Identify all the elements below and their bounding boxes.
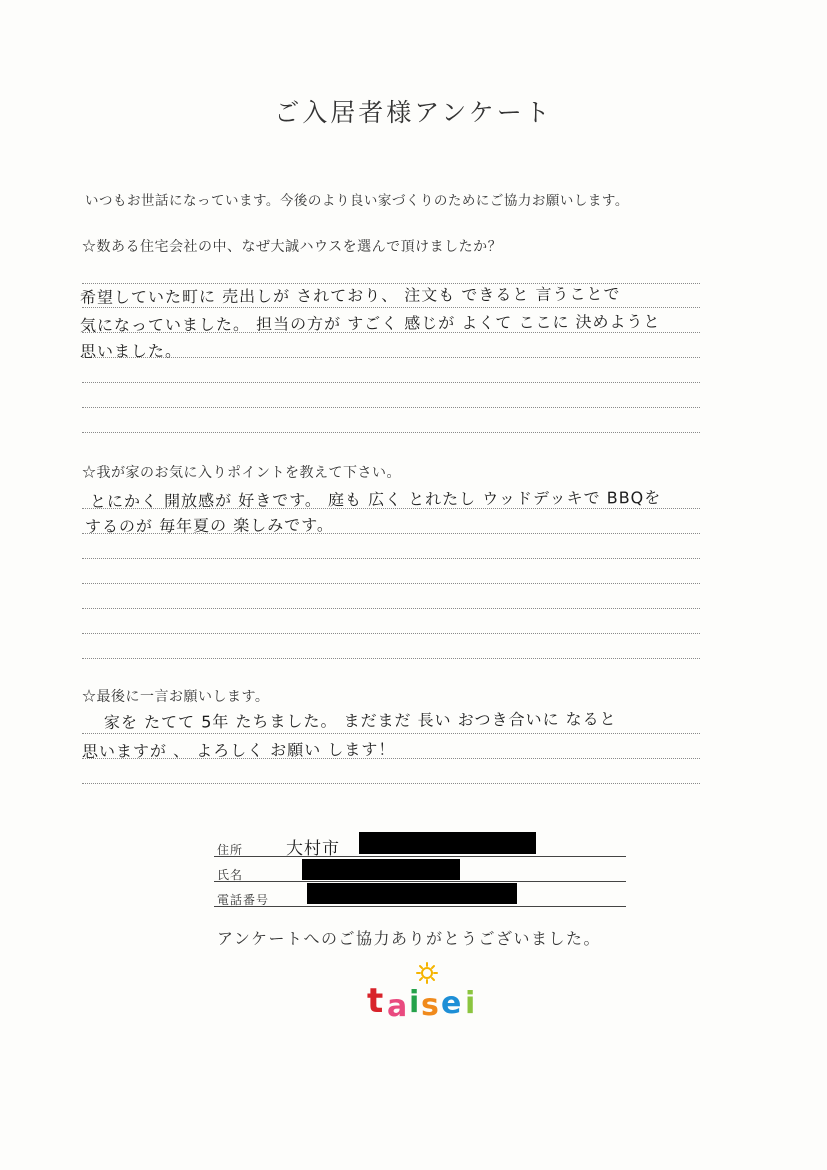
- answer-2-line-1: とにかく 開放感が 好きです。 庭も 広く とれたし ウッドデッキで BBQを: [89, 488, 662, 511]
- answer-rule: [82, 432, 700, 433]
- address-redaction: [359, 832, 536, 854]
- logo-letter-e: e: [441, 986, 462, 1021]
- address-value: 大村市: [286, 839, 340, 859]
- thanks-text: アンケートへのご協力ありがとうございました。: [217, 929, 602, 948]
- answer-1-line-3: 思いました。: [79, 341, 183, 361]
- answer-rule: [82, 583, 700, 584]
- answer-rule: [82, 382, 700, 383]
- sun-icon: [417, 963, 437, 983]
- address-label: 住所: [217, 843, 244, 857]
- answer-1-line-2: 気になっていました。 担当の方が すごく 感じが よくて ここに 決めようと: [79, 311, 661, 335]
- name-line: [214, 881, 626, 882]
- answer-rule: [82, 733, 700, 734]
- logo-letter-a: a: [387, 989, 408, 1022]
- name-redaction: [302, 859, 460, 880]
- logo-letter-i: i: [409, 985, 420, 1020]
- question-2-label: ☆我が家のお気に入りポイントを教えて下さい。: [82, 465, 401, 481]
- answer-rule: [82, 407, 700, 408]
- answer-rule: [82, 658, 700, 659]
- answer-rule: [82, 608, 700, 609]
- answer-3-line-1: 家を たてて 5年 たちました。 まだまだ 長い おつき合いに なると: [103, 709, 617, 732]
- answer-rule: [82, 558, 700, 559]
- page-title: ご入居者様アンケート: [274, 98, 553, 127]
- phone-line: [214, 906, 626, 907]
- phone-redaction: [307, 883, 517, 904]
- answer-3-line-2: 思いますが 、 よろしく お願い します！: [81, 739, 396, 761]
- answer-rule: [82, 783, 700, 784]
- logo-letter-s: s: [421, 988, 439, 1022]
- name-label: 氏名: [217, 868, 244, 882]
- logo-letter-t: t: [367, 981, 384, 1021]
- address-line: [214, 856, 626, 857]
- intro-text: いつもお世話になっています。今後のより良い家づくりのためにご協力お願いします。: [85, 193, 629, 209]
- taisei-logo: [365, 960, 485, 1022]
- question-1-label: ☆数ある住宅会社の中、なぜ大誠ハウスを選んで頂けましたか？: [82, 239, 503, 255]
- question-3-label: ☆最後に一言お願いします。: [82, 689, 270, 705]
- answer-2-line-2: するのが 毎年夏の 楽しみです。: [84, 515, 334, 536]
- answer-rule: [82, 633, 700, 634]
- logo-letter-i2: i: [465, 986, 476, 1021]
- phone-label: 電話番号: [217, 893, 270, 907]
- answer-1-line-1: 希望していた町に 売出しが されており、 注文も できると 言うことで: [79, 284, 621, 307]
